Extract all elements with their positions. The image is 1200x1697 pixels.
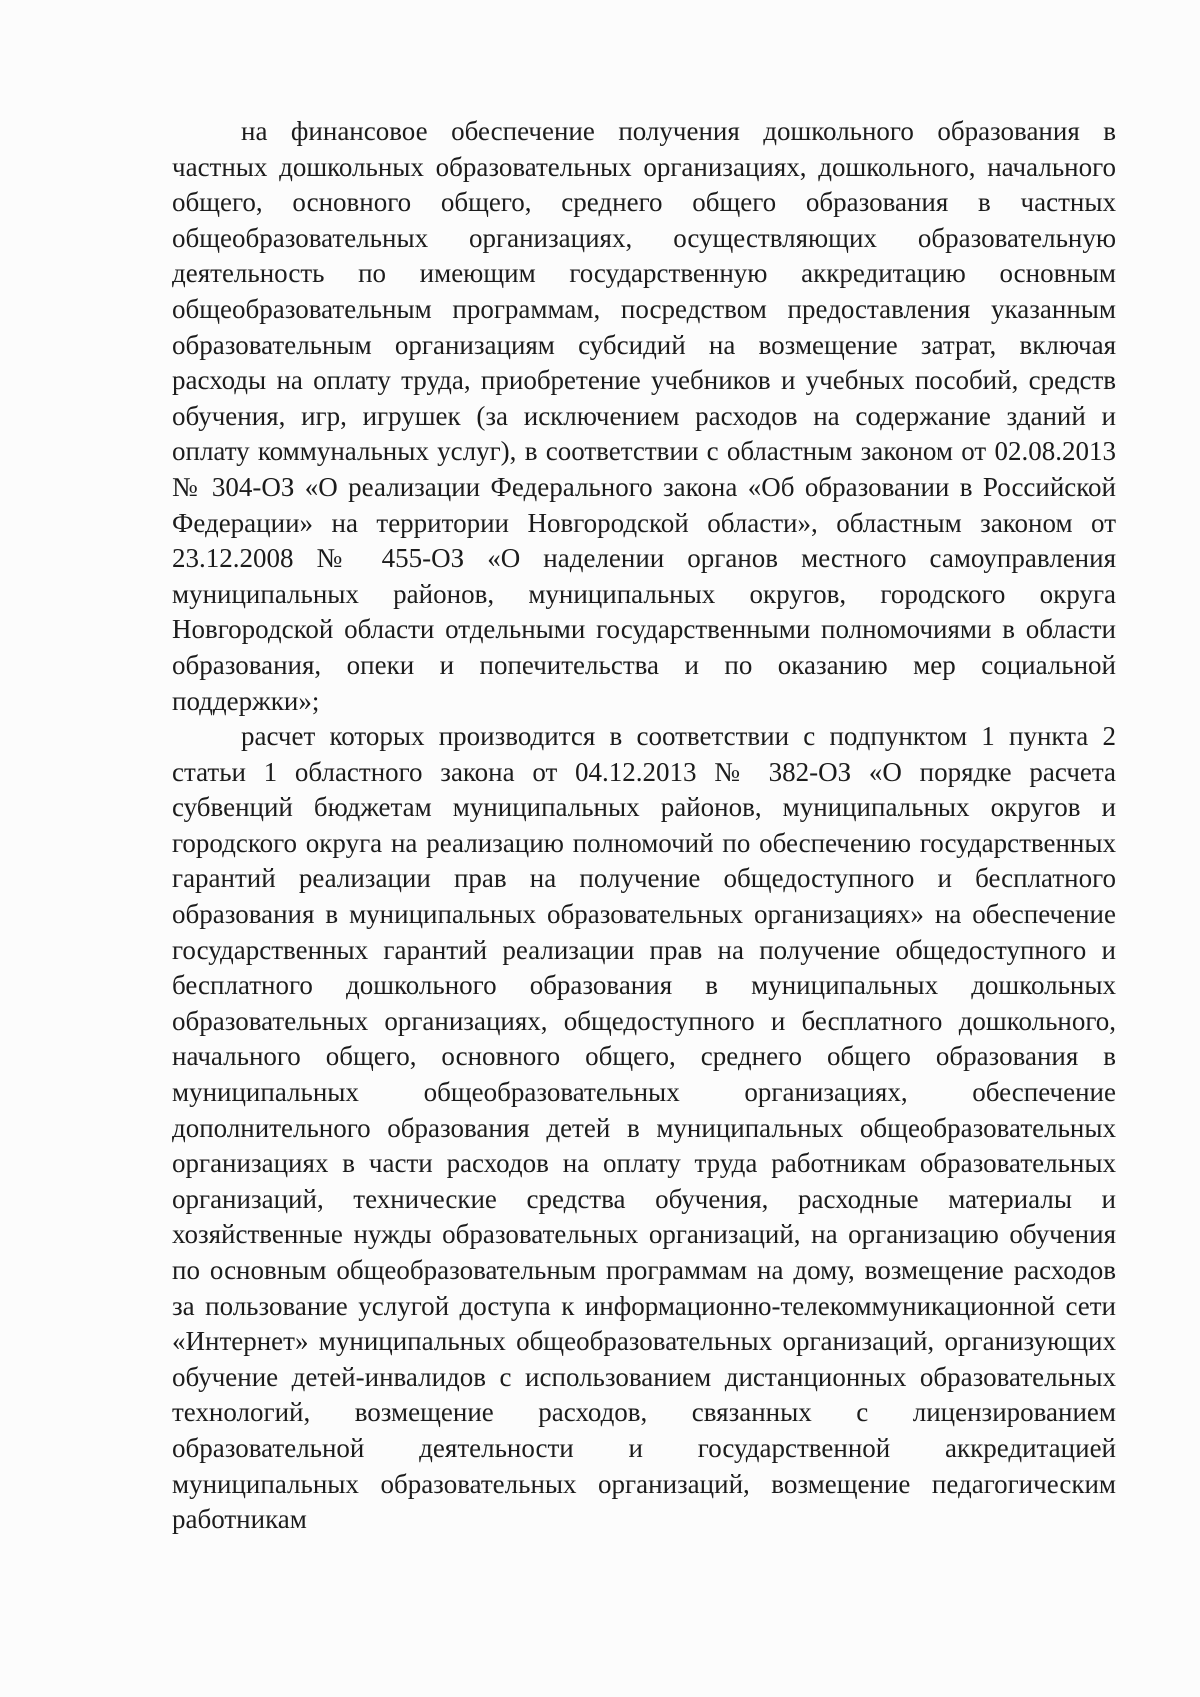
document-body (172, 114, 1116, 1538)
paragraph-financial-support: на финансовое обеспечение получения дошкольного образования в частных дошкольных образовательных организациях, дошкольного, начального общего, основного общего, среднего общего образования в частных общеобразовательных организациях, осуществляющих образовательную деятельность по имеющим государственную аккредитацию основным общеобразовательным программам, посредством предоставления указанным образовательным организациям субсидий на возмещение затрат, включая расходы на оплату труда, приобретение учебников и учебных пособий, средств обучения, игр, игрушек (за исключением расходов на содержание зданий и оплату коммунальных услуг), в соответствии с областным законом от 02.08.2013 № 304-ОЗ «О реализации Федерального закона «Об образовании в Российской Федерации» на территории Новгородской области», областным законом от 23.12.2008 № 455-ОЗ «О наделении органов местного самоуправления муниципальных районов, муниципальных округов, городского округа Новгородской области отдельными государственными полномочиями в области образования, опеки и попечительства и по оказанию мер социальной поддержки»; (172, 116, 1116, 716)
paragraph-calculation: расчет которых производится в соответствии с подпунктом 1 пункта 2 статьи 1 областного закона от 04.12.2013 № 382-ОЗ «О порядке расчета субвенций бюджетам муниципальных районов, муниципальных округов и городского округа на реализацию полномочий по обеспечению государственных гарантий реализации прав на получение общедоступного и бесплатного образования в муниципальных образовательных организациях» на обеспечение государственных гарантий реализации прав на получение общедоступного и бесплатного дошкольного образования в муниципальных дошкольных образовательных организациях, общедоступного и бесплатного дошкольного, начального общего, основного общего, среднего общего образования в муниципальных общеобразовательных организациях, обеспечение дополнительного образования детей в муниципальных общеобразовательных организациях в части расходов на оплату труда работникам образовательных организаций, технические средства обучения, расходные материалы и хозяйственные нужды образовательных организаций, на организацию обучения по основным общеобразовательным программам на дому, возмещение расходов за пользование услугой доступа к информационно-телекоммуникационной сети «Интернет» муниципальных общеобразовательных организаций, организующих обучение детей-инвалидов с использованием дистанционных образовательных технологий, возмещение расходов, связанных с лицензированием образовательной деятельности и государственной аккредитацией муниципальных образовательных организаций, возмещение педагогическим работникам (172, 721, 1116, 1535)
